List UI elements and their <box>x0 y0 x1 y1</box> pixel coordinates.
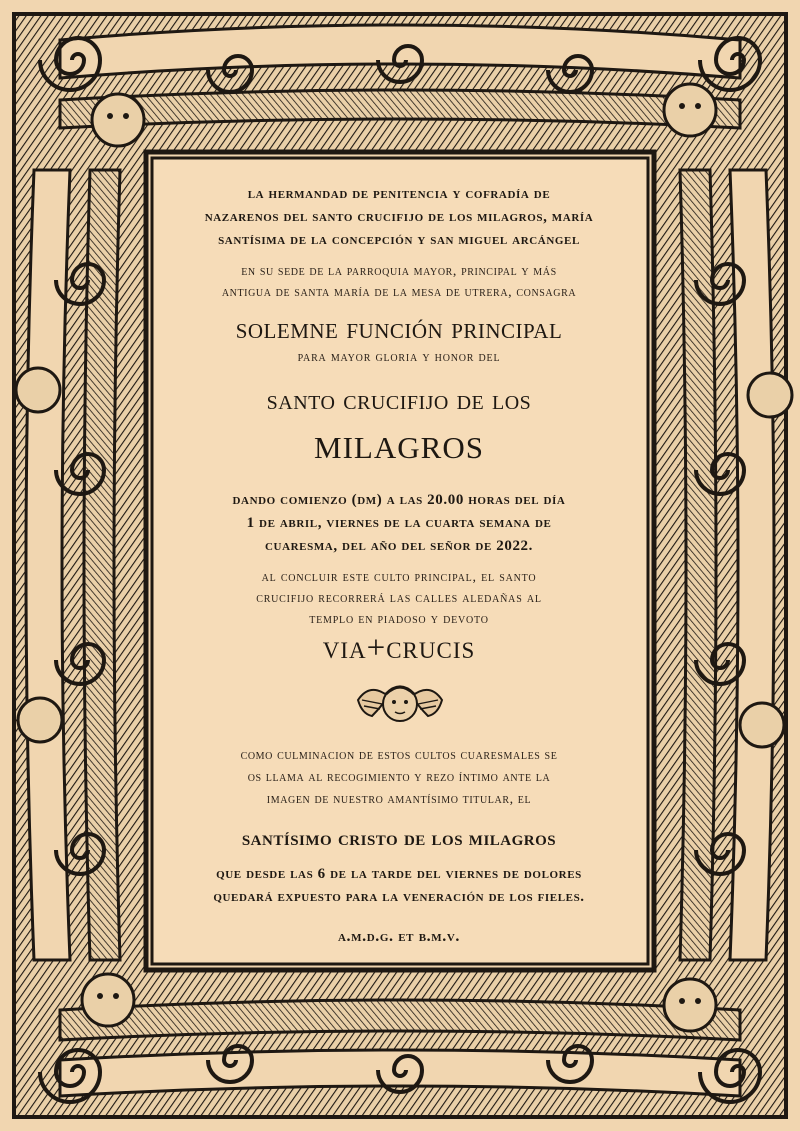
sede-line-1: en su sede de la parroquia mayor, principal y más <box>241 264 557 279</box>
cristo-line-2: quedará expuesto para la veneración de los fieles. <box>213 889 585 905</box>
fecha-line-2: 1 de abril, viernes de la cuarta semana de <box>246 515 552 531</box>
procesion-line-3: templo en piadoso y devoto <box>309 612 489 627</box>
cristo-line-1: que desde las 6 de la tarde del viernes de dolores <box>216 866 582 882</box>
funcion-title: solemne función principal <box>235 312 563 345</box>
header-line-2: nazarenos del santo crucifijo de los milagros, maría <box>204 209 594 225</box>
fecha-line-3: cuaresma, del año del señor de 2022. <box>264 538 533 554</box>
procesion-line-2: crucifijo recorrerá las calles aledañas al <box>256 591 542 606</box>
culminacion-line-3: imagen de nuestro amantísimo titular, el <box>266 792 532 807</box>
culminacion-line-1: como culminacion de estos cultos cuaresmales se <box>240 748 558 763</box>
procesion-line-1: al concluir este culto principal, el santo <box>261 570 537 585</box>
titular-line-1: santo crucifijo de los <box>266 384 532 416</box>
cristo-title: santísimo cristo de los milagros <box>241 826 557 850</box>
header-line-3: santísima de la concepción y san miguel arcángel <box>218 232 580 248</box>
funcion-subtitle: para mayor gloria y honor del <box>297 350 501 365</box>
cherub-icon <box>352 676 448 732</box>
closing-motto: a.m.d.g. et b.m.v. <box>338 928 460 945</box>
titular-line-2: milagros <box>314 419 484 468</box>
header-line-1: la hermandad de penitencia y cofradía de <box>247 186 551 202</box>
via-crucis-title: via+crucis <box>322 630 476 666</box>
sede-line-2: antigua de santa maría de la mesa de utrera, consagra <box>221 285 577 300</box>
fecha-line-1: dando comienzo (dm) a las 20.00 horas del día <box>232 492 566 508</box>
culminacion-line-2: os llama al recogimiento y rezo íntimo ante la <box>247 770 551 785</box>
